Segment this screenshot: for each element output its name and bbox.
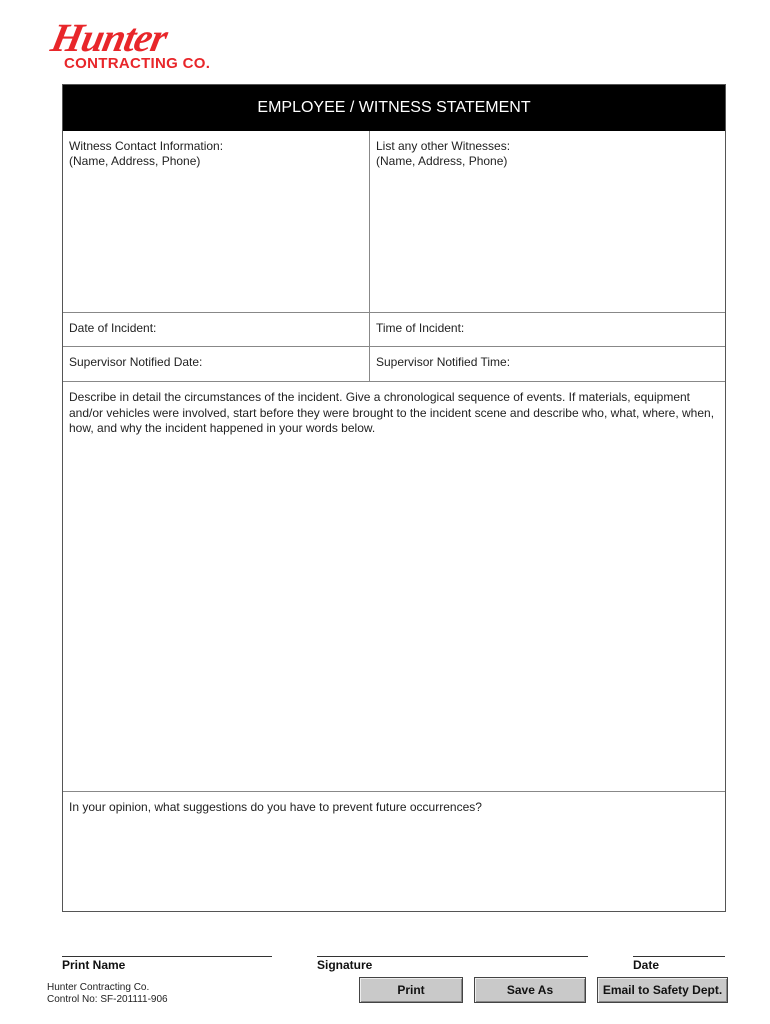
witness-contact-field[interactable] (63, 131, 369, 312)
date-line[interactable] (633, 956, 725, 957)
print-button[interactable]: Print (359, 977, 463, 1003)
witness-contact-sub: (Name, Address, Phone) (69, 154, 201, 168)
witness-statement-form (62, 84, 726, 912)
supervisor-time-field[interactable] (369, 347, 725, 381)
email-safety-button[interactable]: Email to Safety Dept. (597, 977, 728, 1003)
incident-date-row (63, 312, 725, 346)
suggestions-label: In your opinion, what suggestions do you have to prevent future occurrences? (69, 800, 482, 814)
other-witnesses-label: List any other Witnesses: (376, 139, 511, 153)
logo-company-text: CONTRACTING CO. (64, 55, 211, 72)
supervisor-time-label: Supervisor Notified Time: (376, 355, 511, 369)
supervisor-row (63, 346, 725, 381)
date-of-incident-label: Date of Incident: (69, 321, 157, 335)
other-witnesses-sub: (Name, Address, Phone) (376, 154, 508, 168)
signature-label: Signature (317, 958, 373, 972)
print-name-label: Print Name (62, 958, 126, 972)
footer-control-number: Control No: SF-201111-906 (47, 994, 168, 1005)
footer-company: Hunter Contracting Co. (47, 982, 150, 993)
supervisor-date-label: Supervisor Notified Date: (69, 355, 203, 369)
date-of-incident-field[interactable] (63, 313, 369, 346)
form-title: EMPLOYEE / WITNESS STATEMENT (63, 85, 725, 131)
describe-incident-label: Describe in detail the circumstances of the incident. Give a chronological sequence of events. If materials, equipment and/or vehicles were involved, start before they were brought to the incident scene and describe who, what, where, when, how, and why the incident happened in your words below. (69, 390, 715, 435)
supervisor-date-field[interactable] (63, 347, 369, 381)
print-name-line[interactable] (62, 956, 272, 957)
suggestions-field[interactable] (63, 791, 725, 912)
date-label: Date (633, 958, 660, 972)
footer-info (47, 982, 168, 1006)
other-witnesses-field[interactable] (369, 131, 725, 312)
witness-row (63, 131, 725, 312)
time-of-incident-label: Time of Incident: (376, 321, 465, 335)
save-as-button[interactable]: Save As (474, 977, 586, 1003)
company-logo (47, 15, 212, 78)
time-of-incident-field[interactable] (369, 313, 725, 346)
logo-script-text: Hunter (47, 15, 171, 60)
describe-incident-field[interactable] (63, 381, 725, 791)
witness-contact-label: Witness Contact Information: (69, 139, 224, 153)
signature-line[interactable] (317, 956, 588, 957)
